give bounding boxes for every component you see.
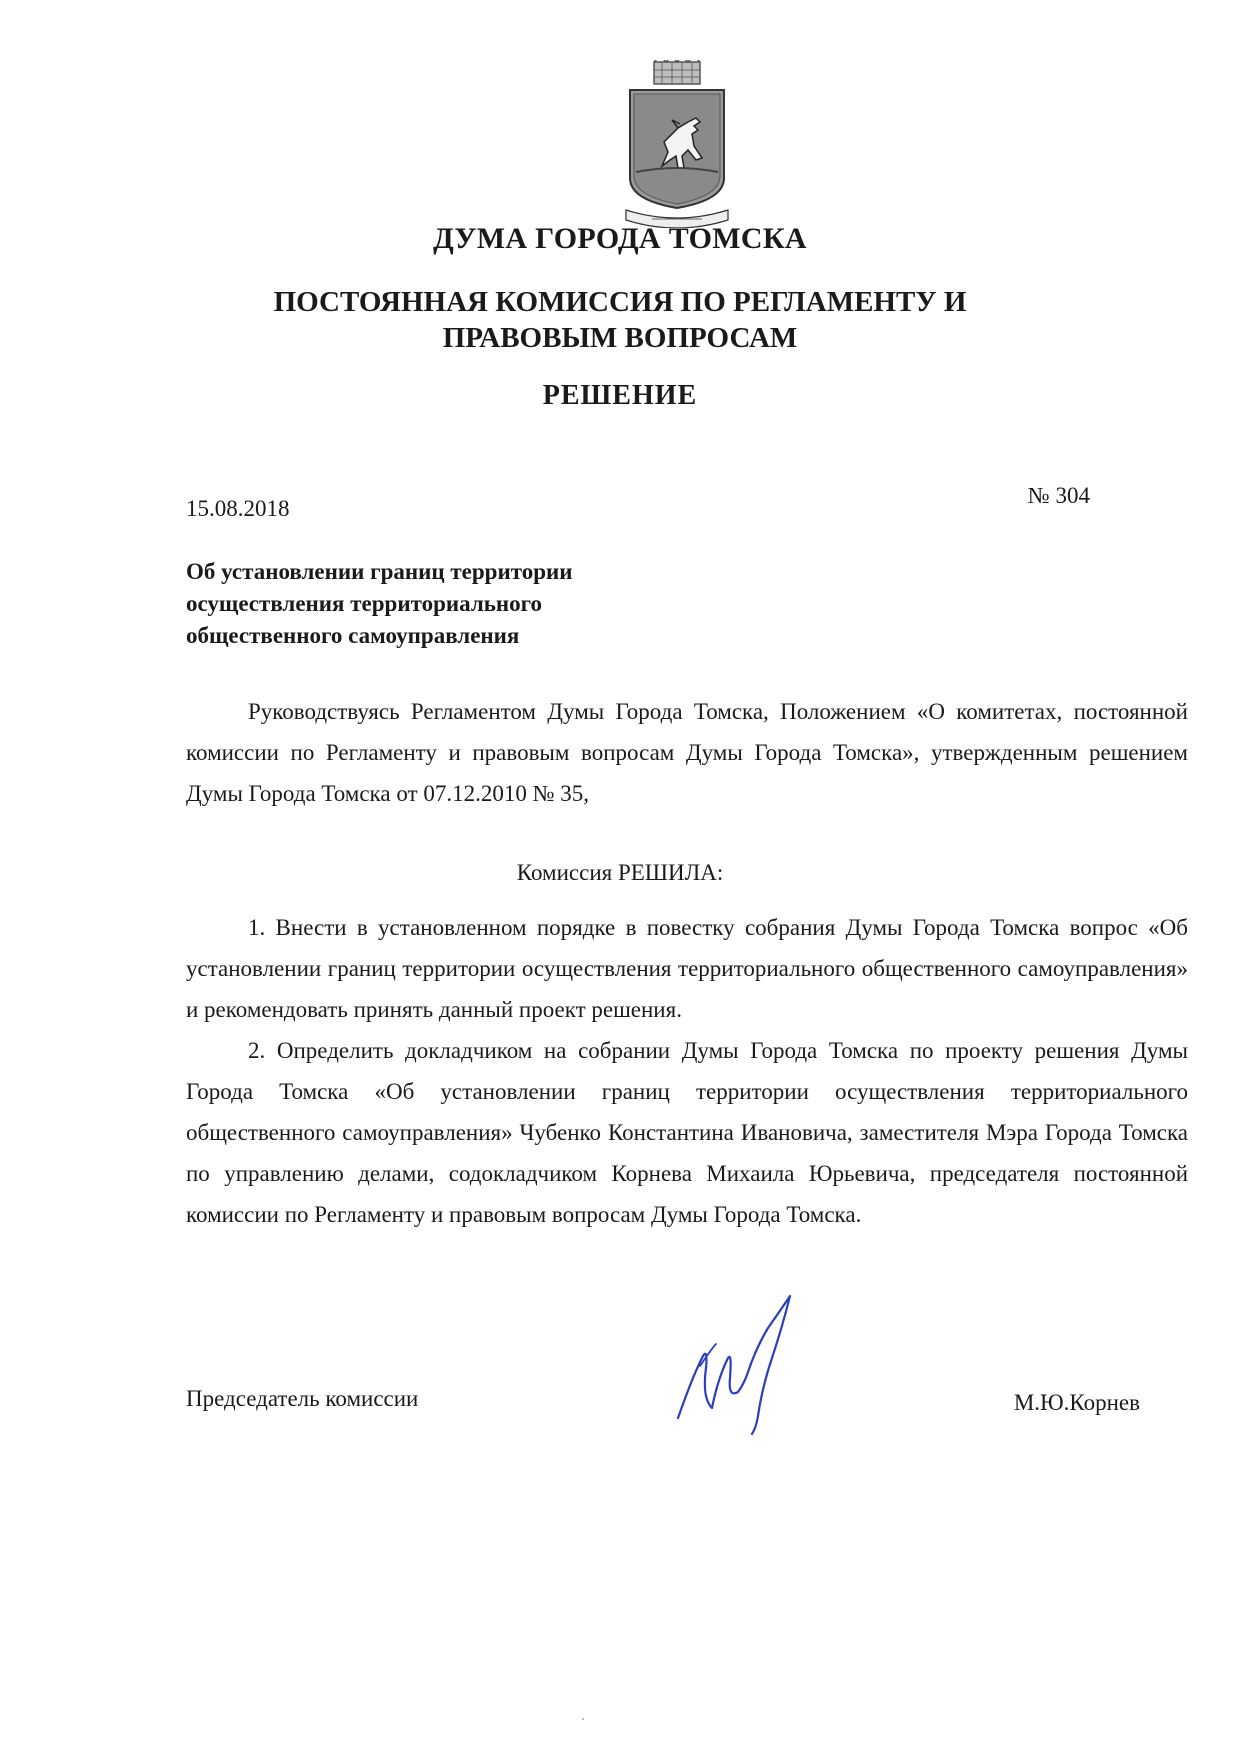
decision-number: № 304	[1027, 483, 1090, 508]
resolution-items	[186, 907, 1188, 1235]
decision-subject: Об установлении границ территории осуществления территориального общественного самоуправления	[186, 559, 573, 648]
intro-paragraph	[186, 691, 1188, 814]
commission-title: ПОСТОЯННАЯ КОМИССИЯ ПО РЕГЛАМЕНТУ И ПРАВОВЫМ ВОПРОСАМ	[273, 286, 967, 354]
document-type-heading: РЕШЕНИЕ	[542, 380, 698, 411]
resolution-heading: Комиссия РЕШИЛА:	[516, 860, 724, 885]
intro-text: Руководствуясь Регламентом Думы Города Томска, Положением «О комитетах, постоянной комиссии по Регламенту и правовым вопросам Думы Города Томска», утвержденным решением Думы Города Томска от 07.12.2010 № 35,	[186, 699, 1188, 806]
tomsk-coat-of-arms-emblem	[622, 60, 732, 228]
signatory-role: Председатель комиссии	[186, 1386, 419, 1411]
handwritten-signature	[672, 1288, 802, 1438]
signatory-name: М.Ю.Корнев	[1013, 1390, 1140, 1415]
scan-artifact-dot	[582, 1718, 584, 1720]
resolution-item-2: 2. Определить докладчиком на собрании Думы Города Томска по проекту решения Думы Города Томска «Об установлении границ территории осуществления территориального общественного самоуправления» Чубенко Константина Ивановича, заместителя Мэра Города Томска по управлению делами, содокладчиком Корнева Михаила Юрьевича, председателя постоянной комиссии по Регламенту и правовым вопросам Думы Города Томска.	[186, 1038, 1188, 1227]
organization-title: ДУМА ГОРОДА ТОМСКА	[433, 222, 807, 255]
decision-date: 15.08.2018	[186, 496, 290, 521]
resolution-item-1: 1. Внести в установленном порядке в повестку собрания Думы Города Томска вопрос «Об установлении границ территории осуществления территориального общественного самоуправления» и рекомендовать принять данный проект решения.	[186, 915, 1188, 1022]
